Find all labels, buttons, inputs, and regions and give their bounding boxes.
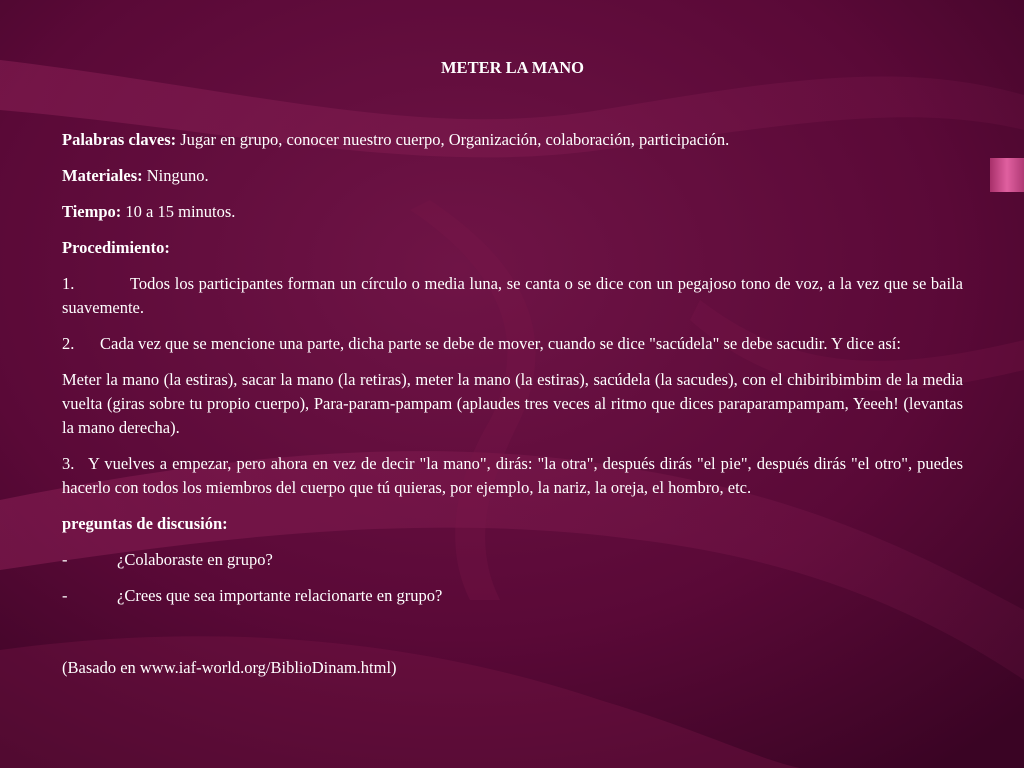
step-3-text: Y vuelves a empezar, pero ahora en vez de decir "la mano", dirás: "la otra", después dirás "el pie", después dirás "el otro", puedes hacerlo con todos los miembros del cuerpo que tú quieras, por ejemplo, la nariz, la oreja, el hombro, etc. xyxy=(62,454,963,497)
step-3-number: 3. xyxy=(62,454,75,473)
slide-content xyxy=(62,0,963,768)
keywords-paragraph xyxy=(62,128,963,152)
question-bullet: - xyxy=(62,586,68,605)
step-1 xyxy=(62,272,963,320)
question-item xyxy=(62,548,963,572)
questions-label: preguntas de discusión: xyxy=(62,514,228,533)
slide-body xyxy=(62,128,963,692)
step-2 xyxy=(62,332,963,356)
song-paragraph: Meter la mano (la estiras), sacar la mano (la retiras), meter la mano (la estiras), sacúdela (la sacudes), con el chibiribimbim de la media vuelta (giras sobre tu propio cuerpo), Para-param-pampam (aplaudes tres veces al ritmo que dices paraparampampam, Yeeeh! (levantas la mano derecha). xyxy=(62,370,963,437)
questions-heading xyxy=(62,512,963,536)
procedure-heading xyxy=(62,236,963,260)
decorative-tab xyxy=(990,158,1024,192)
time-paragraph xyxy=(62,200,963,224)
keywords-value: Jugar en grupo, conocer nuestro cuerpo, Organización, colaboración, participación. xyxy=(176,130,730,149)
step-1-number: 1. xyxy=(62,274,75,293)
step-2-number: 2. xyxy=(62,334,75,353)
source-note: (Basado en www.iaf-world.org/BiblioDinam.html) xyxy=(62,658,397,677)
time-label: Tiempo: xyxy=(62,202,122,221)
step-3 xyxy=(62,452,963,500)
question-item xyxy=(62,584,963,608)
materials-paragraph xyxy=(62,164,963,188)
time-value: 10 a 15 minutos. xyxy=(121,202,236,221)
question-text: ¿Colaboraste en grupo? xyxy=(117,550,273,569)
step-1-text: Todos los participantes forman un círculo o media luna, se canta o se dice con un pegajoso tono de voz, a la vez que se baila suavemente. xyxy=(62,274,963,317)
keywords-label: Palabras claves: xyxy=(62,130,177,149)
question-text: ¿Crees que sea importante relacionarte en grupo? xyxy=(117,586,443,605)
slide-title: METER LA MANO xyxy=(440,58,584,77)
materials-value: Ninguno. xyxy=(142,166,209,185)
spacer xyxy=(62,620,963,656)
procedure-label: Procedimiento: xyxy=(62,238,170,257)
question-bullet: - xyxy=(62,550,68,569)
step-2-text: Cada vez que se mencione una parte, dicha parte se debe de mover, cuando se dice "sacúdela" se debe sacudir. Y dice así: xyxy=(100,334,901,353)
materials-label: Materiales: xyxy=(62,166,143,185)
